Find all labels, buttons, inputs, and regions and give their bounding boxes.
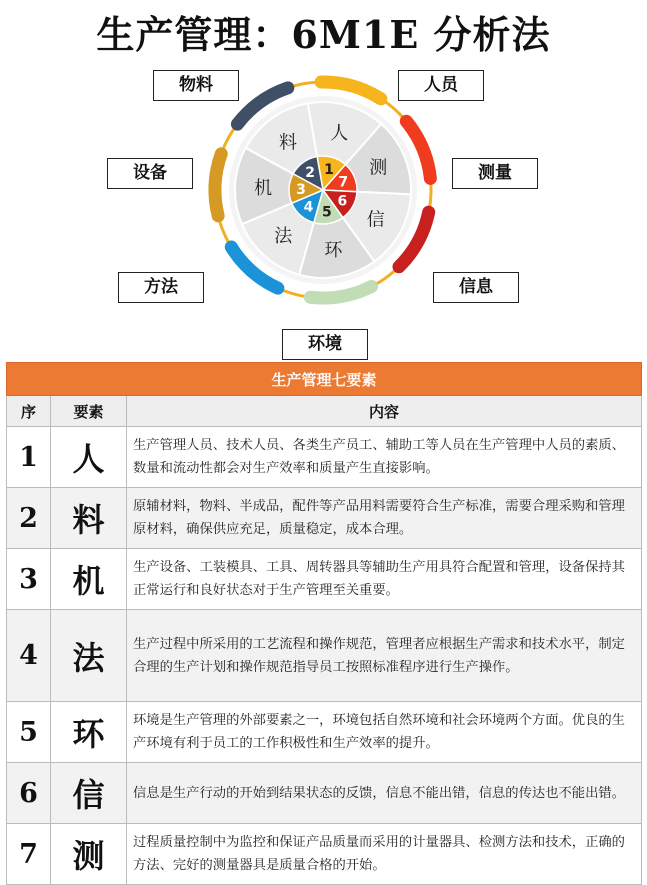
header-content: 内容 — [127, 396, 642, 427]
table-title: 生产管理七要素 — [7, 363, 642, 396]
label-wuliao: 物料 — [153, 70, 239, 101]
row-num: 5 — [7, 702, 51, 763]
row-content: 生产管理人员、技术人员、各类生产员工、辅助工等人员在生产管理中人员的素质、数量和流动性都会对生产效率和质量产生直接影响。 — [127, 427, 642, 488]
row-num: 4 — [7, 610, 51, 702]
elements-table — [6, 362, 642, 885]
row-element: 信 — [51, 763, 127, 824]
table-row — [7, 824, 642, 885]
table-row — [7, 488, 642, 549]
row-num: 7 — [7, 824, 51, 885]
row-element: 环 — [51, 702, 127, 763]
label-xinxi: 信息 — [433, 272, 519, 303]
label-celiang: 测量 — [452, 158, 538, 189]
row-element: 人 — [51, 427, 127, 488]
row-element: 机 — [51, 549, 127, 610]
six-m-one-e-wheel — [0, 60, 647, 360]
row-element: 料 — [51, 488, 127, 549]
inner-number: 7 — [338, 174, 349, 191]
row-num: 6 — [7, 763, 51, 824]
wedge-label: 机 — [254, 178, 273, 200]
label-huanjing: 环境 — [282, 329, 368, 360]
inner-number: 2 — [305, 165, 316, 182]
inner-number: 4 — [303, 199, 314, 216]
row-content: 原辅材料，物料、半成品，配件等产品用料需要符合生产标准，需要合理采购和管理原材料，确保供应充足，质量稳定，成本合理。 — [127, 488, 642, 549]
inner-number: 1 — [324, 161, 334, 178]
table-row — [7, 763, 642, 824]
table-row — [7, 549, 642, 610]
row-content: 信息是生产行动的开始到结果状态的反馈，信息不能出错，信息的传达也不能出错。 — [127, 763, 642, 824]
table-row — [7, 610, 642, 702]
wedge-label: 料 — [278, 132, 297, 154]
row-num: 1 — [7, 427, 51, 488]
wedge-label: 环 — [324, 240, 343, 262]
row-num: 2 — [7, 488, 51, 549]
inner-number: 6 — [337, 193, 348, 210]
wedge-label: 信 — [366, 209, 385, 231]
label-fangfa: 方法 — [118, 272, 204, 303]
inner-number: 5 — [321, 204, 332, 221]
header-num: 序 — [7, 396, 51, 427]
wedge-label: 法 — [274, 225, 293, 247]
row-element: 测 — [51, 824, 127, 885]
row-element: 法 — [51, 610, 127, 702]
row-num: 3 — [7, 549, 51, 610]
header-element: 要素 — [51, 396, 127, 427]
inner-number: 3 — [296, 181, 306, 198]
wedge-label: 人 — [330, 123, 349, 145]
inner-number-pie — [289, 156, 357, 224]
page-title: 生产管理：6M1E 分析法 — [96, 12, 551, 57]
ring-segment — [310, 286, 371, 298]
table-row — [7, 702, 642, 763]
row-content: 过程质量控制中为监控和保证产品质量而采用的计量器具、检测方法和技术，正确的方法、完好的测量器具是质量合格的开始。 — [127, 824, 642, 885]
row-content: 环境是生产管理的外部要素之一，环境包括自然环境和社会环境两个方面。优良的生产环境有利于员工的工作积极性和生产效率的提升。 — [127, 702, 642, 763]
row-content: 生产过程中所采用的工艺流程和操作规范，管理者应根据生产需求和技术水平，制定合理的生产计划和操作规范指导员工按照标准程序进行生产操作。 — [127, 610, 642, 702]
label-renyuan: 人员 — [398, 70, 484, 101]
elements-table-container — [6, 362, 641, 885]
ring-segment — [215, 154, 221, 216]
table-row — [7, 427, 642, 488]
wedge-label: 测 — [369, 157, 388, 179]
row-content: 生产设备、工装模具、工具、周转器具等辅助生产用具符合配置和管理，设备保持其正常运行和良好状态对于生产管理至关重要。 — [127, 549, 642, 610]
label-shebei: 设备 — [107, 158, 193, 189]
